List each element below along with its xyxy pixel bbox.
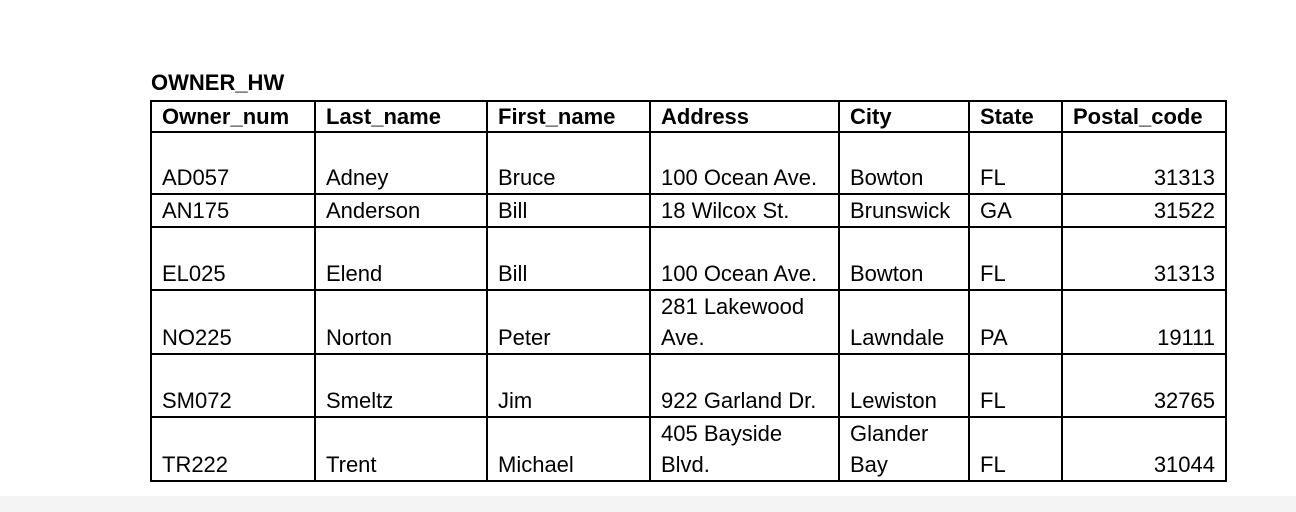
- cell-city: Lewiston: [839, 354, 969, 417]
- cell-state: FL: [969, 132, 1062, 194]
- table-row: [151, 194, 1226, 227]
- cell-address: 100 Ocean Ave.: [650, 227, 839, 290]
- column-header-postal-code: Postal_code: [1062, 101, 1226, 132]
- cell-first-name: Jim: [487, 354, 650, 417]
- cell-address: 281 Lakewood Ave.: [650, 290, 839, 354]
- cell-postal-code: 32765: [1062, 354, 1226, 417]
- cell-last-name: Adney: [315, 132, 487, 194]
- cell-first-name: Bill: [487, 227, 650, 290]
- cell-owner-num: AD057: [151, 132, 315, 194]
- cell-owner-num: EL025: [151, 227, 315, 290]
- cell-last-name: Trent: [315, 417, 487, 481]
- owner-table: [150, 100, 1227, 482]
- cell-postal-code: 31044: [1062, 417, 1226, 481]
- cell-owner-num: AN175: [151, 194, 315, 227]
- cell-state: FL: [969, 417, 1062, 481]
- cell-last-name: Smeltz: [315, 354, 487, 417]
- cell-first-name: Michael: [487, 417, 650, 481]
- column-header-first-name: First_name: [487, 101, 650, 132]
- column-header-address: Address: [650, 101, 839, 132]
- cell-postal-code: 31522: [1062, 194, 1226, 227]
- cell-city: Bowton: [839, 227, 969, 290]
- cell-address: 922 Garland Dr.: [650, 354, 839, 417]
- page-bottom-edge: [0, 496, 1296, 512]
- table-row: [151, 227, 1226, 290]
- cell-postal-code: 31313: [1062, 227, 1226, 290]
- cell-first-name: Bill: [487, 194, 650, 227]
- cell-state: FL: [969, 227, 1062, 290]
- cell-address: 100 Ocean Ave.: [650, 132, 839, 194]
- cell-owner-num: TR222: [151, 417, 315, 481]
- cell-city: Bowton: [839, 132, 969, 194]
- cell-state: FL: [969, 354, 1062, 417]
- cell-owner-num: NO225: [151, 290, 315, 354]
- table-title: OWNER_HW: [151, 70, 285, 95]
- cell-last-name: Anderson: [315, 194, 487, 227]
- cell-state: GA: [969, 194, 1062, 227]
- cell-first-name: Peter: [487, 290, 650, 354]
- cell-city: Lawndale: [839, 290, 969, 354]
- column-header-last-name: Last_name: [315, 101, 487, 132]
- header-row: [151, 101, 1226, 132]
- cell-city: Brunswick: [839, 194, 969, 227]
- column-header-owner-num: Owner_num: [151, 101, 315, 132]
- cell-state: PA: [969, 290, 1062, 354]
- cell-postal-code: 19111: [1062, 290, 1226, 354]
- table-row: [151, 354, 1226, 417]
- table-body: [151, 132, 1226, 481]
- cell-address: 18 Wilcox St.: [650, 194, 839, 227]
- table-row: [151, 132, 1226, 194]
- cell-postal-code: 31313: [1062, 132, 1226, 194]
- cell-first-name: Bruce: [487, 132, 650, 194]
- column-header-state: State: [969, 101, 1062, 132]
- cell-last-name: Norton: [315, 290, 487, 354]
- column-header-city: City: [839, 101, 969, 132]
- table-row: [151, 290, 1226, 354]
- table-row: [151, 417, 1226, 481]
- table-header: [151, 101, 1226, 132]
- cell-city: Glander Bay: [839, 417, 969, 481]
- cell-last-name: Elend: [315, 227, 487, 290]
- cell-address: 405 Bayside Blvd.: [650, 417, 839, 481]
- cell-owner-num: SM072: [151, 354, 315, 417]
